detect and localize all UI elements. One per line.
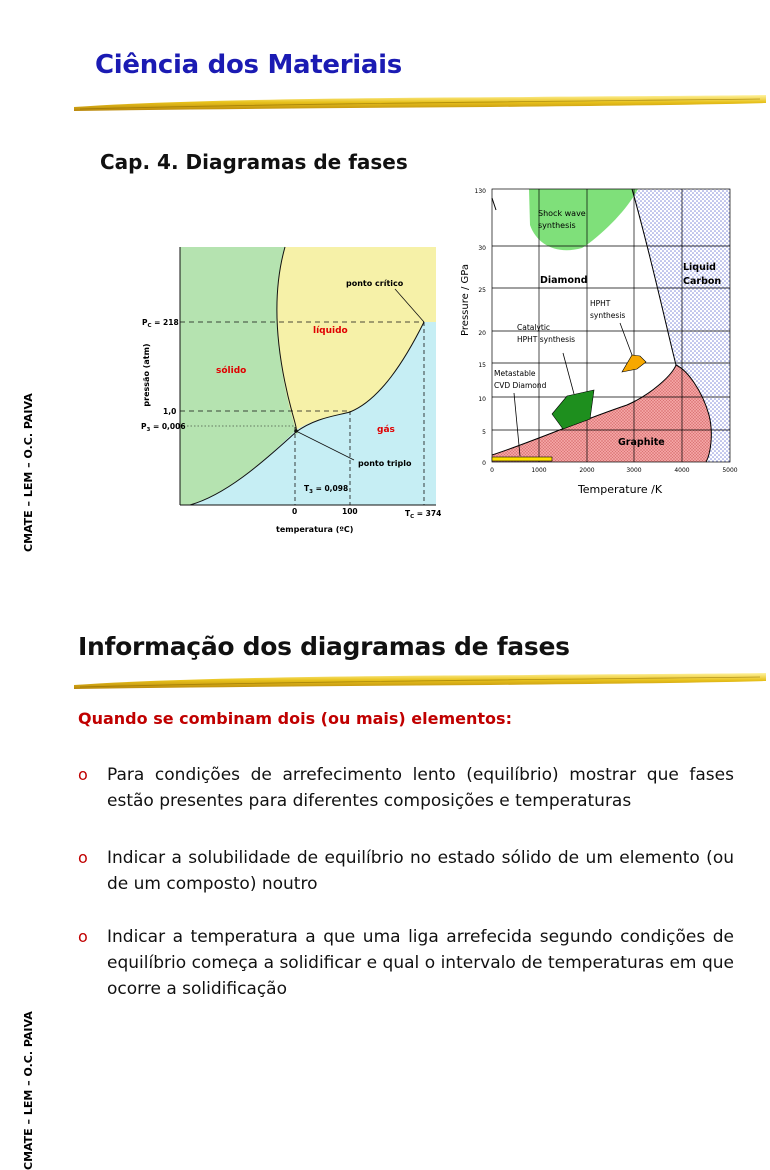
y-tick: 25 [478,287,486,294]
x-tick: 4000 [674,467,690,474]
title-underline [70,90,770,116]
catalytic-label-1: Catalytic [517,323,551,332]
water-phase-diagram [141,240,442,540]
metastable-label-2: CVD Diamond [494,381,547,390]
diamond-label: Diamond [540,275,588,286]
critical-point-label: ponto crítico [346,279,404,288]
temperature-axis-label: Temperature /K [577,483,663,496]
shock-wave-region [529,189,638,250]
y-tick: 20 [478,330,486,337]
slide-title: Ciência dos Materiais [95,50,402,80]
bullet-text: Para condições de arrefecimento lento (equilíbrio) mostrar que fases estão presentes para diferentes composições e temperaturas [107,765,734,811]
shock-wave-label-1: Shock wave [538,209,586,218]
x-tick: 2000 [579,467,595,474]
p3-tick-label: $P_3 = 0,006$ [141,422,186,433]
bullet-marker: o [78,848,88,867]
y-tick: 15 [478,362,486,369]
bullet-text: Indicar a solubilidade de equilíbrio no estado sólido de um elemento (ou de um composto) noutro [107,848,734,894]
y-tick: 10 [478,396,486,403]
section-title: Informação dos diagramas de fases [78,632,570,661]
shock-wave-label-2: synthesis [538,221,576,230]
tc-tick-label: $T_C = 374$ [405,509,442,520]
x-tick-hundred: 100 [342,507,358,516]
y-tick-one: 1,0 [163,407,177,416]
liquid-label: líquido [313,326,348,336]
pc-tick-label: $P_C = 218$ [142,318,179,329]
side-label-bottom: CMATE – LEM – O.C. PAIVA [22,1011,35,1170]
pressure-axis-label: Pressure / GPa [460,264,471,336]
x-tick-zero: 0 [292,507,298,516]
bullet-list [78,762,734,1002]
bullet-marker: o [78,927,88,946]
section-title-underline [70,668,770,694]
lead-text: Quando se combinam dois (ou mais) elementos: [78,709,512,728]
solid-label: sólido [216,366,247,376]
liquid-carbon-label-1: Liquid [683,262,716,273]
graphite-label: Graphite [618,437,665,448]
gas-label: gás [377,425,395,435]
y-tick: 0 [482,460,486,467]
list-item [78,845,734,897]
hpht-label-2: synthesis [590,311,626,320]
y-tick: 5 [482,429,486,436]
x-tick: 5000 [722,467,738,474]
pressure-axis-label: pressão (atm) [142,343,151,407]
metastable-label-1: Metastable [494,369,536,378]
catalytic-label-2: HPHT synthesis [517,335,576,344]
chapter-subtitle: Cap. 4. Diagramas de fases [100,150,408,174]
t3-label: $T_3 = 0,098$ [304,484,349,495]
y-tick: 130 [474,188,486,195]
y-tick: 30 [478,245,486,252]
bullet-text: Indicar a temperatura a que uma liga arrefecida segundo condições de equilíbrio começa a solidificar e qual o intervalo de temperaturas em que ocorre a solidificação [107,927,734,999]
x-tick: 0 [490,467,494,474]
side-label-top: CMATE – LEM – O.C. PAIVA [22,393,35,552]
bullet-marker: o [78,765,88,784]
list-item [78,762,734,814]
liquid-carbon-label-2: Carbon [683,276,722,287]
triple-point-label: ponto triplo [358,459,412,468]
hpht-region [622,355,646,372]
hpht-label-1: HPHT [590,299,611,308]
cvd-diamond-region [492,457,552,461]
carbon-phase-diagram [452,180,742,500]
temperature-axis-label: temperatura (ºC) [276,525,354,534]
x-tick: 3000 [626,467,642,474]
x-tick: 1000 [531,467,547,474]
list-item [78,924,734,1002]
